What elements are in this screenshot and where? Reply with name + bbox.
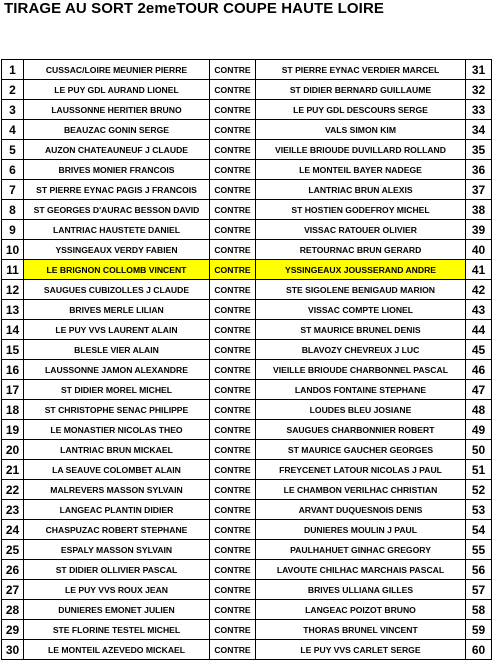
table-row xyxy=(2,100,492,120)
versus-label: CONTRE xyxy=(210,100,256,120)
left-player-name: ST PIERRE EYNAC PAGIS J FRANCOIS xyxy=(24,180,210,200)
table-row xyxy=(2,240,492,260)
right-player-name: RETOURNAC BRUN GERARD xyxy=(256,240,466,260)
table-row xyxy=(2,180,492,200)
table-row xyxy=(2,520,492,540)
right-player-number: 58 xyxy=(466,600,492,620)
left-player-name: BEAUZAC GONIN SERGE xyxy=(24,120,210,140)
left-player-number: 17 xyxy=(2,380,24,400)
left-player-number: 11 xyxy=(2,260,24,280)
right-player-number: 45 xyxy=(466,340,492,360)
left-player-number: 27 xyxy=(2,580,24,600)
left-player-number: 22 xyxy=(2,480,24,500)
left-player-number: 30 xyxy=(2,640,24,660)
right-player-name: PAULHAHUET GINHAC GREGORY xyxy=(256,540,466,560)
versus-label: CONTRE xyxy=(210,280,256,300)
right-player-number: 39 xyxy=(466,220,492,240)
table-row xyxy=(2,280,492,300)
left-player-number: 12 xyxy=(2,280,24,300)
right-player-number: 50 xyxy=(466,440,492,460)
right-player-number: 41 xyxy=(466,260,492,280)
versus-label: CONTRE xyxy=(210,520,256,540)
table-row xyxy=(2,160,492,180)
left-player-number: 14 xyxy=(2,320,24,340)
left-player-name: LE BRIGNON COLLOMB VINCENT xyxy=(24,260,210,280)
right-player-number: 47 xyxy=(466,380,492,400)
right-player-number: 60 xyxy=(466,640,492,660)
left-player-number: 7 xyxy=(2,180,24,200)
right-player-name: ST HOSTIEN GODEFROY MICHEL xyxy=(256,200,466,220)
right-player-number: 54 xyxy=(466,520,492,540)
left-player-name: LA SEAUVE COLOMBET ALAIN xyxy=(24,460,210,480)
right-player-number: 56 xyxy=(466,560,492,580)
versus-label: CONTRE xyxy=(210,580,256,600)
versus-label: CONTRE xyxy=(210,240,256,260)
left-player-name: SAUGUES CUBIZOLLES J CLAUDE xyxy=(24,280,210,300)
versus-label: CONTRE xyxy=(210,400,256,420)
right-player-number: 53 xyxy=(466,500,492,520)
left-player-number: 1 xyxy=(2,60,24,80)
left-player-number: 2 xyxy=(2,80,24,100)
right-player-name: VIEILLE BRIOUDE CHARBONNEL PASCAL xyxy=(256,360,466,380)
right-player-name: BLAVOZY CHEVREUX J LUC xyxy=(256,340,466,360)
right-player-name: LAVOUTE CHILHAC MARCHAIS PASCAL xyxy=(256,560,466,580)
versus-label: CONTRE xyxy=(210,640,256,660)
right-player-name: VIEILLE BRIOUDE DUVILLARD ROLLAND xyxy=(256,140,466,160)
right-player-name: DUNIERES MOULIN J PAUL xyxy=(256,520,466,540)
left-player-number: 26 xyxy=(2,560,24,580)
left-player-number: 21 xyxy=(2,460,24,480)
left-player-name: STE FLORINE TESTEL MICHEL xyxy=(24,620,210,640)
versus-label: CONTRE xyxy=(210,120,256,140)
versus-label: CONTRE xyxy=(210,380,256,400)
left-player-number: 15 xyxy=(2,340,24,360)
table-row xyxy=(2,360,492,380)
left-player-number: 24 xyxy=(2,520,24,540)
table-row xyxy=(2,480,492,500)
right-player-number: 44 xyxy=(466,320,492,340)
right-player-number: 37 xyxy=(466,180,492,200)
right-player-number: 33 xyxy=(466,100,492,120)
draw-table xyxy=(1,59,492,660)
right-player-name: LANGEAC POIZOT BRUNO xyxy=(256,600,466,620)
versus-label: CONTRE xyxy=(210,540,256,560)
versus-label: CONTRE xyxy=(210,560,256,580)
table-row xyxy=(2,80,492,100)
left-player-name: LE MONASTIER NICOLAS THEO xyxy=(24,420,210,440)
right-player-number: 49 xyxy=(466,420,492,440)
table-row xyxy=(2,320,492,340)
versus-label: CONTRE xyxy=(210,600,256,620)
left-player-name: LE PUY VVS LAURENT ALAIN xyxy=(24,320,210,340)
right-player-number: 34 xyxy=(466,120,492,140)
versus-label: CONTRE xyxy=(210,440,256,460)
right-player-number: 48 xyxy=(466,400,492,420)
left-player-number: 25 xyxy=(2,540,24,560)
table-row xyxy=(2,620,492,640)
left-player-number: 10 xyxy=(2,240,24,260)
right-player-name: ST MAURICE BRUNEL DENIS xyxy=(256,320,466,340)
right-player-name: LE MONTEIL BAYER NADEGE xyxy=(256,160,466,180)
left-player-name: ST CHRISTOPHE SENAC PHILIPPE xyxy=(24,400,210,420)
right-player-number: 43 xyxy=(466,300,492,320)
right-player-name: LANTRIAC BRUN ALEXIS xyxy=(256,180,466,200)
versus-label: CONTRE xyxy=(210,220,256,240)
table-row xyxy=(2,220,492,240)
right-player-number: 31 xyxy=(466,60,492,80)
left-player-name: BRIVES MERLE LILIAN xyxy=(24,300,210,320)
table-row xyxy=(2,300,492,320)
left-player-number: 9 xyxy=(2,220,24,240)
right-player-name: STE SIGOLENE BENIGAUD MARION xyxy=(256,280,466,300)
right-player-number: 46 xyxy=(466,360,492,380)
table-row xyxy=(2,440,492,460)
left-player-name: ST DIDIER MOREL MICHEL xyxy=(24,380,210,400)
table-row xyxy=(2,600,492,620)
right-player-number: 55 xyxy=(466,540,492,560)
left-player-number: 8 xyxy=(2,200,24,220)
left-player-number: 16 xyxy=(2,360,24,380)
left-player-number: 6 xyxy=(2,160,24,180)
table-row xyxy=(2,540,492,560)
table-row xyxy=(2,120,492,140)
left-player-number: 4 xyxy=(2,120,24,140)
left-player-name: DUNIERES EMONET JULIEN xyxy=(24,600,210,620)
right-player-number: 38 xyxy=(466,200,492,220)
left-player-name: BRIVES MONIER FRANCOIS xyxy=(24,160,210,180)
right-player-name: FREYCENET LATOUR NICOLAS J PAUL xyxy=(256,460,466,480)
left-player-number: 5 xyxy=(2,140,24,160)
right-player-number: 42 xyxy=(466,280,492,300)
left-player-number: 23 xyxy=(2,500,24,520)
right-player-name: LE CHAMBON VERILHAC CHRISTIAN xyxy=(256,480,466,500)
left-player-number: 3 xyxy=(2,100,24,120)
right-player-number: 32 xyxy=(466,80,492,100)
versus-label: CONTRE xyxy=(210,160,256,180)
table-row xyxy=(2,140,492,160)
left-player-name: LAUSSONNE HERITIER BRUNO xyxy=(24,100,210,120)
versus-label: CONTRE xyxy=(210,460,256,480)
left-player-number: 13 xyxy=(2,300,24,320)
right-player-name: VALS SIMON KIM xyxy=(256,120,466,140)
left-player-name: CHASPUZAC ROBERT STEPHANE xyxy=(24,520,210,540)
right-player-name: YSSINGEAUX JOUSSERAND ANDRE xyxy=(256,260,466,280)
versus-label: CONTRE xyxy=(210,480,256,500)
versus-label: CONTRE xyxy=(210,140,256,160)
left-player-number: 18 xyxy=(2,400,24,420)
left-player-number: 29 xyxy=(2,620,24,640)
right-player-name: LE PUY GDL DESCOURS SERGE xyxy=(256,100,466,120)
left-player-name: LE PUY VVS ROUX JEAN xyxy=(24,580,210,600)
left-player-name: YSSINGEAUX VERDY FABIEN xyxy=(24,240,210,260)
versus-label: CONTRE xyxy=(210,300,256,320)
table-row xyxy=(2,380,492,400)
left-player-name: LE MONTEIL AZEVEDO MICKAEL xyxy=(24,640,210,660)
right-player-name: LOUDES BLEU JOSIANE xyxy=(256,400,466,420)
page-title: TIRAGE AU SORT 2emeTOUR COUPE HAUTE LOIRE xyxy=(4,0,384,17)
table-row xyxy=(2,260,492,280)
left-player-name: LANTRIAC BRUN MICKAEL xyxy=(24,440,210,460)
right-player-name: ST MAURICE GAUCHER GEORGES xyxy=(256,440,466,460)
right-player-name: ARVANT DUQUESNOIS DENIS xyxy=(256,500,466,520)
versus-label: CONTRE xyxy=(210,620,256,640)
versus-label: CONTRE xyxy=(210,60,256,80)
versus-label: CONTRE xyxy=(210,200,256,220)
left-player-number: 20 xyxy=(2,440,24,460)
table-row xyxy=(2,200,492,220)
table-row xyxy=(2,580,492,600)
table-row xyxy=(2,400,492,420)
right-player-name: LANDOS FONTAINE STEPHANE xyxy=(256,380,466,400)
left-player-number: 28 xyxy=(2,600,24,620)
left-player-name: ST DIDIER OLLIVIER PASCAL xyxy=(24,560,210,580)
versus-label: CONTRE xyxy=(210,360,256,380)
table-row xyxy=(2,560,492,580)
versus-label: CONTRE xyxy=(210,320,256,340)
right-player-name: LE PUY VVS CARLET SERGE xyxy=(256,640,466,660)
versus-label: CONTRE xyxy=(210,500,256,520)
right-player-number: 52 xyxy=(466,480,492,500)
versus-label: CONTRE xyxy=(210,420,256,440)
left-player-name: MALREVERS MASSON SYLVAIN xyxy=(24,480,210,500)
right-player-name: SAUGUES CHARBONNIER ROBERT xyxy=(256,420,466,440)
right-player-number: 40 xyxy=(466,240,492,260)
versus-label: CONTRE xyxy=(210,80,256,100)
right-player-number: 35 xyxy=(466,140,492,160)
right-player-number: 57 xyxy=(466,580,492,600)
left-player-name: ST GEORGES D'AURAC BESSON DAVID xyxy=(24,200,210,220)
right-player-name: BRIVES ULLIANA GILLES xyxy=(256,580,466,600)
table-row xyxy=(2,640,492,660)
right-player-name: VISSAC COMPTE LIONEL xyxy=(256,300,466,320)
left-player-name: LAUSSONNE JAMON ALEXANDRE xyxy=(24,360,210,380)
right-player-number: 59 xyxy=(466,620,492,640)
versus-label: CONTRE xyxy=(210,180,256,200)
table-row xyxy=(2,340,492,360)
left-player-name: LANTRIAC HAUSTETE DANIEL xyxy=(24,220,210,240)
table-row xyxy=(2,60,492,80)
versus-label: CONTRE xyxy=(210,260,256,280)
left-player-name: ESPALY MASSON SYLVAIN xyxy=(24,540,210,560)
right-player-name: THORAS BRUNEL VINCENT xyxy=(256,620,466,640)
versus-label: CONTRE xyxy=(210,340,256,360)
left-player-name: CUSSAC/LOIRE MEUNIER PIERRE xyxy=(24,60,210,80)
left-player-name: AUZON CHATEAUNEUF J CLAUDE xyxy=(24,140,210,160)
left-player-name: LANGEAC PLANTIN DIDIER xyxy=(24,500,210,520)
right-player-name: VISSAC RATOUER OLIVIER xyxy=(256,220,466,240)
right-player-number: 51 xyxy=(466,460,492,480)
table-row xyxy=(2,420,492,440)
left-player-number: 19 xyxy=(2,420,24,440)
left-player-name: BLESLE VIER ALAIN xyxy=(24,340,210,360)
left-player-name: LE PUY GDL AURAND LIONEL xyxy=(24,80,210,100)
right-player-name: ST PIERRE EYNAC VERDIER MARCEL xyxy=(256,60,466,80)
right-player-number: 36 xyxy=(466,160,492,180)
table-row xyxy=(2,500,492,520)
table-row xyxy=(2,460,492,480)
right-player-name: ST DIDIER BERNARD GUILLAUME xyxy=(256,80,466,100)
